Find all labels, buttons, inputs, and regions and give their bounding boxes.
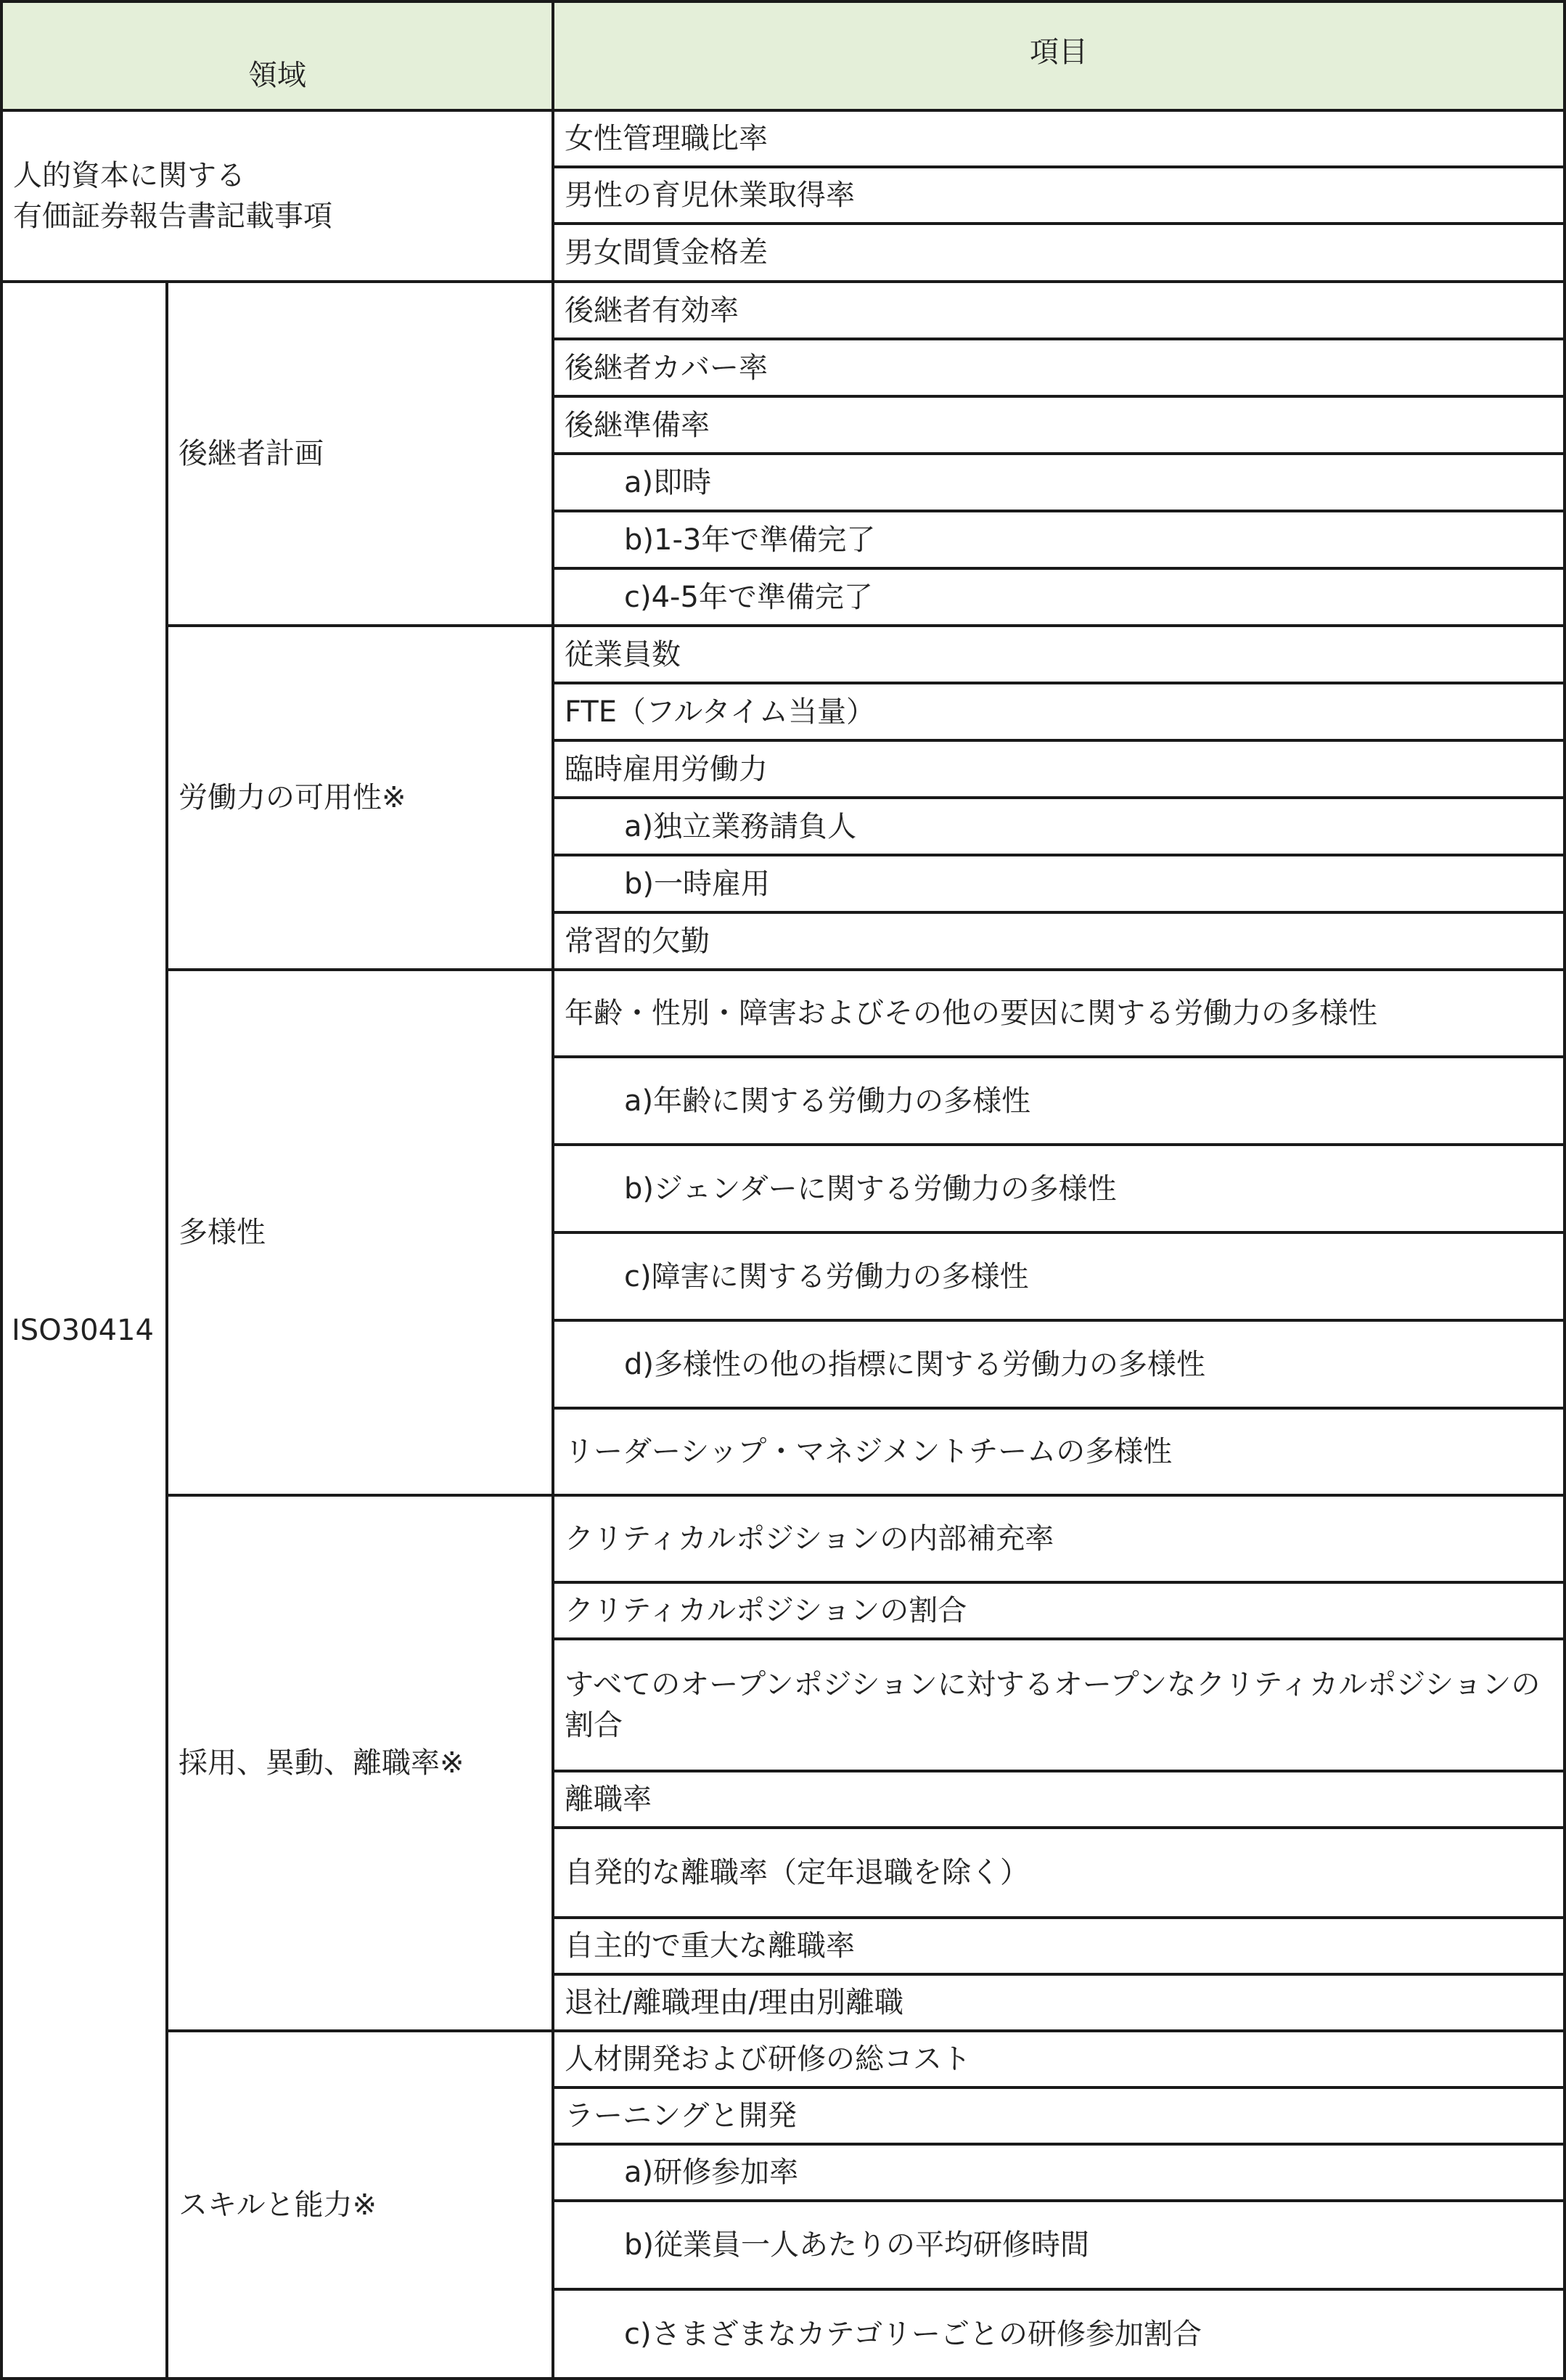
item-text: a)研修参加率 — [624, 2156, 799, 2189]
item-text: 年齢・性別・障害およびその他の要因に関する労働力の多様性 — [565, 997, 1377, 1030]
item-text: c)4-5年で準備完了 — [624, 580, 873, 614]
item-cell — [552, 1231, 1566, 1322]
item-text: c)障害に関する労働力の多様性 — [624, 1259, 1029, 1293]
item-cell — [552, 395, 1566, 455]
group-label-text: 多様性 — [179, 1216, 266, 1249]
item-text: リーダーシップ・マネジメントチームの多様性 — [565, 1435, 1173, 1468]
item-cell — [552, 2288, 1566, 2380]
item-cell — [552, 1916, 1566, 1976]
item-cell — [552, 624, 1566, 684]
item-cell — [552, 911, 1566, 971]
item-text: b)一時雇用 — [624, 867, 770, 901]
section-label-iso-text: ISO30414 — [12, 1313, 154, 1347]
item-text: 自発的な離職率（定年退職を除く） — [565, 1856, 1029, 1889]
item-text: 退社/離職理由/理由別離職 — [565, 1986, 903, 2019]
item-cell — [552, 739, 1566, 799]
group-label — [165, 624, 554, 971]
item-cell — [552, 2199, 1566, 2291]
item-text: 後継準備率 — [565, 408, 710, 442]
header-area-label: 領域 — [248, 59, 306, 92]
item-cell — [552, 1637, 1566, 1772]
item-cell — [552, 338, 1566, 398]
item-text: 人材開発および研修の総コスト — [565, 2042, 971, 2076]
item-cell — [552, 1770, 1566, 1829]
item-cell — [552, 682, 1566, 742]
item-cell — [552, 567, 1566, 627]
item-cell — [552, 968, 1566, 1058]
item-text: クリティカルポジションの割合 — [565, 1594, 967, 1627]
item-text: a)即時 — [624, 465, 712, 499]
item-text: 女性管理職比率 — [565, 122, 768, 155]
header-item-label: 項目 — [1030, 36, 1088, 69]
item-text: 男性の育児休業取得率 — [565, 179, 855, 212]
group-label — [165, 280, 554, 627]
item-cell — [552, 796, 1566, 856]
section-label-hr-text: 人的資本に関する 有価証券報告書記載事項 — [13, 159, 332, 233]
item-text: a)独立業務請負人 — [624, 809, 857, 843]
item-text: すべてのオープンポジションに対するオープンなクリティカルポジションの割合 — [565, 1668, 1541, 1742]
item-text: クリティカルポジションの内部補充率 — [565, 1522, 1054, 1555]
item-text: ラーニングと開発 — [565, 2099, 797, 2132]
item-text: 男女間賃金格差 — [565, 236, 768, 269]
item-cell — [552, 1143, 1566, 1234]
item-text: 臨時雇用労働力 — [565, 752, 768, 786]
item-text: 自主的で重大な離職率 — [565, 1929, 855, 1963]
item-cell — [552, 2029, 1566, 2089]
group-label-text: 後継者計画 — [179, 437, 324, 470]
group-label-text: スキルと能力※ — [179, 2188, 377, 2222]
header-item — [552, 0, 1566, 112]
item-cell — [552, 2143, 1566, 2202]
group-label — [165, 968, 554, 1497]
item-cell — [552, 165, 1566, 225]
section-label-hr — [0, 109, 554, 283]
item-cell — [552, 854, 1566, 914]
item-text: b)従業員一人あたりの平均研修時間 — [624, 2228, 1089, 2262]
item-cell — [552, 280, 1566, 340]
group-label — [165, 1494, 554, 2032]
item-text: 後継者カバー率 — [565, 351, 768, 385]
group-label — [165, 2029, 554, 2380]
item-text: 後継者有効率 — [565, 293, 739, 327]
item-text: 離職率 — [565, 1783, 652, 1816]
item-cell — [552, 1826, 1566, 1919]
item-cell — [552, 1973, 1566, 2032]
item-text: b)ジェンダーに関する労働力の多様性 — [624, 1171, 1117, 1206]
item-cell — [552, 109, 1566, 168]
item-cell — [552, 222, 1566, 283]
group-label-text: 採用、異動、離職率※ — [179, 1746, 464, 1780]
item-cell — [552, 452, 1566, 512]
item-cell — [552, 510, 1566, 570]
item-text: 常習的欠勤 — [565, 924, 710, 958]
item-text: FTE（フルタイム当量） — [565, 695, 876, 729]
item-cell — [552, 1055, 1566, 1146]
item-text: a)年齢に関する労働力の多様性 — [624, 1084, 1031, 1118]
group-label-text: 労働力の可用性※ — [179, 781, 406, 814]
item-cell — [552, 1319, 1566, 1410]
item-text: c)さまざまなカテゴリーごとの研修参加割合 — [624, 2317, 1202, 2351]
item-text: b)1-3年で準備完了 — [624, 523, 876, 557]
item-cell — [552, 2086, 1566, 2146]
item-text: d)多様性の他の指標に関する労働力の多様性 — [624, 1347, 1205, 1381]
item-cell — [552, 1407, 1566, 1497]
item-text: 従業員数 — [565, 637, 681, 671]
item-cell — [552, 1581, 1566, 1640]
header-area — [0, 0, 554, 112]
item-cell — [552, 1494, 1566, 1584]
section-label-iso — [0, 280, 168, 2380]
